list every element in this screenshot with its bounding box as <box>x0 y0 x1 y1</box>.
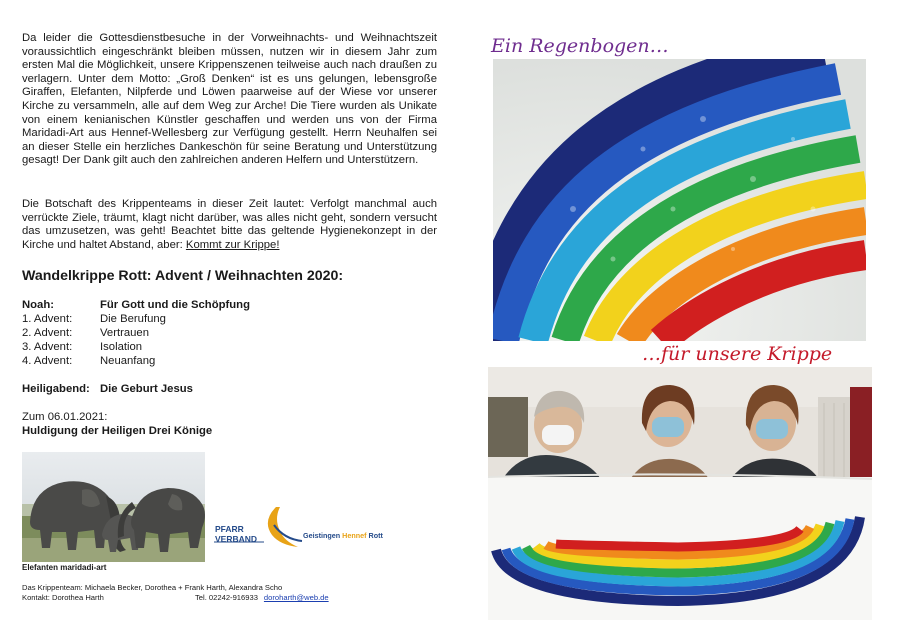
advent-schedule <box>22 299 250 369</box>
contact-phone: Tel. 02242-916933 <box>195 593 258 602</box>
message-paragraph <box>22 198 437 252</box>
theme-value: Für Gott und die Schöpfung <box>100 299 250 311</box>
schedule-label: 4. Advent: <box>22 354 73 367</box>
elephant-photo <box>22 452 205 562</box>
contact-email-link[interactable]: doroharth@web.de <box>263 593 329 602</box>
epiphany-title: Huldigung der Heiligen Drei Könige <box>22 424 213 437</box>
schedule-row <box>22 327 250 341</box>
holy-eve-label: Heiligabend: <box>22 383 90 395</box>
theme-label: Noah: <box>22 299 55 311</box>
schedule-label: 3. Advent: <box>22 340 73 353</box>
team-line: Das Krippenteam: Michaela Becker, Dorothea + Frank Harth, Alexandra Scho <box>22 583 283 592</box>
schedule-label: 1. Advent: <box>22 312 73 325</box>
holy-eve-value: Die Geburt Jesus <box>100 383 193 395</box>
schedule-row <box>22 341 250 355</box>
logo-wordmark <box>215 524 257 544</box>
logo-line-1: PFARR <box>215 524 244 534</box>
epiphany-date: Zum 06.01.2021: <box>22 411 108 423</box>
credits <box>22 583 329 603</box>
elephant-caption: Elefanten maridadi-art <box>22 563 107 572</box>
logo-line-2: VERBAND <box>215 534 258 544</box>
logo-place-hennef: Hennef <box>342 531 367 540</box>
section-heading: Wandelkrippe Rott: Advent / Weihnachten 2020: <box>22 268 344 284</box>
schedule-value: Vertrauen <box>100 326 149 339</box>
schedule-row <box>22 313 250 327</box>
schedule-value: Die Berufung <box>100 312 166 325</box>
intro-paragraph: Da leider die Gottesdienstbesuche in der Vorweihnachts- und Weihnachtszeit voraussichtlich eingeschränkt bleiben müssen, nutzen wir in diesem Jahr zum ersten Mal die Möglichkeit, unsere Krippenszenen teilweise auch nach draußen zu verlagern. Unter dem Motto: „Groß Denken“ ist es uns gelungen, lebensgroße Giraffen, Elefanten, Nilpferde und Löwen paarweise auf der Wiese vor unserer Kirche zu versammeln, alle auf dem Weg zur Arche! Die Tiere wurden als Unikate von einem kenianischen Künstler geschaffen und werden uns von der Firma Maridadi-Art aus Hennef-Wellesberg zur Verfügung gestellt. Herrn Neuhalfen sei an dieser Stelle ein herzliches Dankeschön für seine Beratung und Unterstützung gesagt! Der Dank gilt auch den zahlreichen anderen Helfern und Unterstützern. <box>22 32 437 167</box>
rainbow-mosaic-photo <box>493 59 866 341</box>
team-photo <box>488 367 872 620</box>
message-text: Die Botschaft des Krippenteams in dieser Zeit lautet: Verfolgt manchmal auch verrückte Ziele, träumt, klagt nicht darüber, was alles nicht geht, sondern versucht das umzusetzen, was geht! Beachtet bitte das geltende Hygienekonzept in der Kirche und haltet Abstand, aber: <box>22 198 437 251</box>
schedule-theme-row <box>22 299 250 313</box>
schedule-label: 2. Advent: <box>22 326 73 339</box>
epiphany-block <box>22 411 212 439</box>
schedule-value: Neuanfang <box>100 354 156 367</box>
contact-row <box>22 593 329 603</box>
logo-places <box>303 531 383 540</box>
come-to-crib-link[interactable]: Kommt zur Krippe! <box>185 238 280 251</box>
schedule-value: Isolation <box>100 340 143 353</box>
contact-name: Kontakt: Dorothea Harth <box>22 593 104 602</box>
schedule-row <box>22 355 250 369</box>
crib-title: …für unsere Krippe <box>642 343 833 365</box>
logo-place-rott: Rott <box>368 531 383 540</box>
holy-eve-line <box>22 383 193 395</box>
logo-place-geistingen: Geistingen <box>303 531 341 540</box>
rainbow-title: Ein Regenbogen… <box>491 35 669 57</box>
